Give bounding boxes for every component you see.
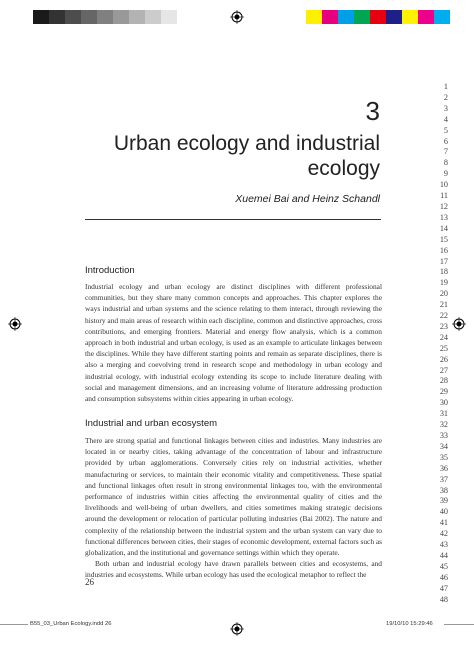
line-number: 12	[439, 201, 448, 211]
line-number: 23	[439, 321, 448, 331]
gray-swatch	[81, 10, 97, 24]
line-number: 40	[439, 507, 448, 517]
line-number: 6	[443, 136, 448, 146]
footer-timestamp: 19/10/10 15:29:46	[386, 621, 433, 627]
registration-mark-icon	[230, 10, 244, 24]
gray-swatch	[97, 10, 113, 24]
line-number: 43	[439, 540, 448, 550]
line-number: 20	[439, 289, 448, 299]
color-swatch	[354, 10, 370, 24]
gray-swatch	[49, 10, 65, 24]
line-number: 46	[439, 572, 448, 582]
line-number: 47	[439, 583, 448, 593]
line-number: 18	[439, 267, 448, 277]
line-number: 8	[443, 158, 448, 168]
line-number: 13	[439, 212, 448, 222]
chapter-title	[60, 131, 380, 181]
line-number: 31	[439, 409, 448, 419]
line-number: 22	[439, 311, 448, 321]
footer-rule	[444, 624, 474, 625]
line-number: 11	[440, 191, 448, 201]
color-swatch	[370, 10, 386, 24]
line-number: 41	[439, 518, 448, 528]
gray-swatch	[33, 10, 49, 24]
color-swatch	[322, 10, 338, 24]
line-number: 21	[439, 300, 448, 310]
line-number: 35	[439, 452, 448, 462]
line-number: 37	[439, 474, 448, 484]
section-heading-ecosystem: Industrial and urban ecosystem	[85, 418, 218, 429]
registration-mark-icon	[452, 317, 466, 331]
gray-swatch	[113, 10, 129, 24]
line-number: 15	[439, 234, 448, 244]
line-number: 3	[443, 103, 448, 113]
color-swatch	[418, 10, 434, 24]
line-number: 45	[439, 561, 448, 571]
line-number: 28	[439, 376, 448, 386]
chapter-title-line: Urban ecology and industrial	[113, 132, 380, 155]
color-swatch	[434, 10, 450, 24]
line-number: 38	[439, 485, 448, 495]
line-number: 48	[439, 594, 448, 604]
registration-mark-icon	[8, 317, 22, 331]
line-numbers	[432, 82, 448, 606]
chapter-authors: Xuemei Bai and Heinz Schandl	[235, 193, 380, 205]
line-number: 44	[439, 550, 448, 560]
line-number: 42	[439, 529, 448, 539]
line-number: 30	[439, 398, 448, 408]
line-number: 5	[443, 125, 448, 135]
line-number: 19	[439, 278, 448, 288]
registration-mark-icon	[230, 622, 244, 636]
line-number: 24	[439, 332, 448, 342]
line-number: 33	[439, 431, 448, 440]
line-number: 10	[439, 180, 448, 190]
line-number: 25	[439, 343, 448, 353]
line-number: 17	[439, 256, 448, 266]
color-swatch	[402, 10, 418, 24]
paragraph-text: Industrial ecology and urban ecology are distinct disciplines with different professional communities, but they share many common concepts and approaches. This chapter explores the ways industrial and urban systems and the science relating to them interact, through reviewing the history and main areas of research within each discipline, common and distinctive approaches, cross contributions, and emerging frontiers. Material and energy flow analysis, which is a common approach in both industrial and urban ecology, is used as an example to articulate linkages between the disciplines. While they have different starting points and remain as separate disciplines, there is also a merging and coevolving trend in research scope and methodology in urban ecology and industrial ecology, with industrial ecology extending its scope to include literature dealing with social and management dimensions, and an increasing volume of literature addressing production and consumption subsystems within cities appearing in urban ecology.	[85, 282, 382, 404]
color-calibration-bar	[306, 10, 450, 24]
footer-file-name: B55_03_Urban Ecology.indd 26	[30, 621, 112, 627]
line-number: 32	[439, 420, 448, 430]
title-rule	[85, 219, 381, 220]
line-number: 4	[443, 114, 448, 124]
line-number: 2	[443, 92, 448, 102]
line-number: 34	[439, 441, 448, 451]
intro-paragraph	[85, 281, 382, 404]
chapter-title-line: ecology	[307, 157, 380, 180]
color-swatch	[386, 10, 402, 24]
line-number: 9	[443, 169, 448, 179]
page-number: 26	[85, 577, 94, 587]
section-heading-introduction: Introduction	[85, 265, 135, 276]
gray-swatch	[145, 10, 161, 24]
line-number: 16	[439, 245, 448, 255]
gray-calibration-bar	[33, 10, 177, 24]
color-swatch	[338, 10, 354, 24]
line-number: 26	[439, 354, 448, 364]
gray-swatch	[129, 10, 145, 24]
line-number: 39	[439, 496, 448, 506]
line-number: 29	[439, 387, 448, 397]
chapter-number: 3	[365, 96, 380, 126]
line-number: 27	[439, 365, 448, 375]
paragraph-text: There are strong spatial and functional linkages between cities and industries. Many industries are located in or nearby cities, taking advantage of the concentration of labour and infrastructure provided by urban agglomerations. Conversely cities rely on industrial activities, whether manufacturing or services, to maintain their economic vitality and competitiveness. These spatial and functional linkages often result in strong environmental linkages too, with the environmental performance of industries within cities affecting the environmental quality of cities and the livelihoods and well-being of urban dwellers, and cities sometimes making strategic decisions around the development or relocation of particular polluting industries (Bai 2002). The nature and complexity of the relationship between the industrial system and the urban system can vary due to functional differences between cities, their stages of economic development, external factors such as globalization, and the institutional and governance settings within which they operate.	[85, 436, 383, 558]
line-number: 36	[439, 463, 448, 473]
line-number: 14	[439, 223, 448, 233]
gray-swatch	[65, 10, 81, 24]
ecosystem-paragraphs	[85, 435, 382, 581]
line-number: 1	[443, 82, 448, 91]
gray-swatch	[161, 10, 177, 24]
footer-rule	[0, 624, 28, 625]
paragraph-text: Both urban and industrial ecology have drawn parallels between cities and ecosystems, and industries and ecosystems. While urban ecology has used the ecological metaphor to reflect the	[85, 559, 382, 580]
line-number: 7	[443, 147, 448, 157]
color-swatch	[306, 10, 322, 24]
